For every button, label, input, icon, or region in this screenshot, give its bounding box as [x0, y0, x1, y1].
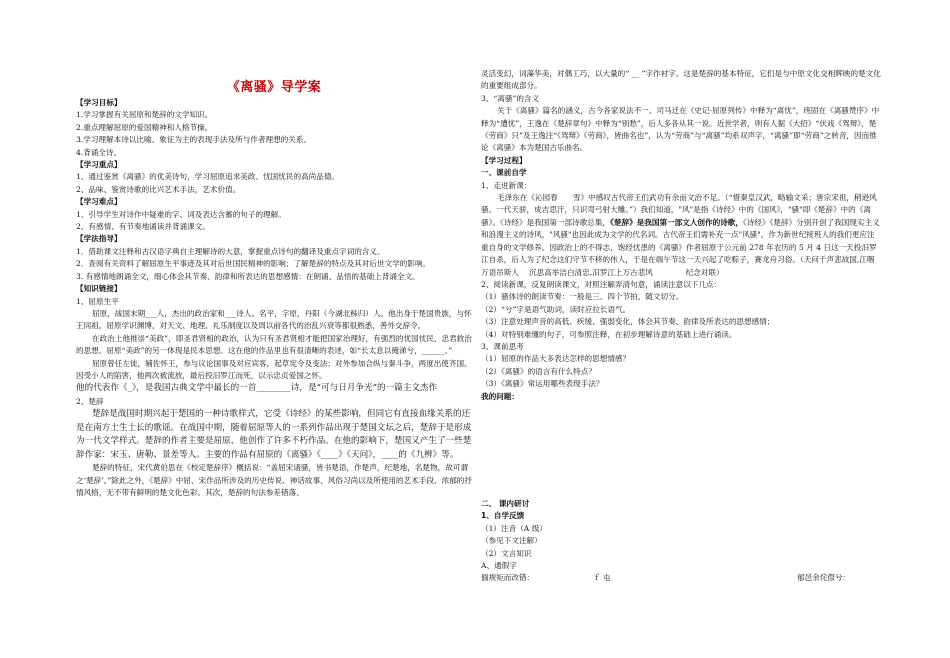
paragraph — [481, 192, 881, 279]
method-item: 2．查阅有关资料了解屈原生平事迹及其对后世国民精神的影响；了解楚辞的特点及其对后世文学的影响。 — [76, 259, 431, 269]
intro-text-cont: 《诗经》《楚辞》分别开创了我国现实主义和浪漫主义的诗风，"风骚"也因此成为文学的代名词。古代帝王们需补充一点"风骚"，作为新世纪接班人的我们更应注重自身的文学修养。因政治上的不得志，饱经忧患的《离骚》作者屈原于公元前 278 年农历的 5 月 4 日这一天投汨罗江自杀，后人为了纪念这们守节不移的伟人，于是在端午节这一天兴起了吃粽子，赛龙舟习俗。（天问千声悲故国,江咽万语吊斯人 沉思高举洁白清忠,汨罗江上万古悲风 纪念对联） — [481, 217, 880, 277]
method-item: 3. 有感情地朗诵全文，细心体会其节奏、韵律和所表达的思想感情：在朗诵、品悟的基础上背诵全文。 — [76, 271, 420, 281]
my-questions-label: 我的问题： — [481, 391, 519, 401]
goal-item: 2.重点理解屈原的爱国精神和人格节操。 — [76, 122, 213, 132]
footer-right: 郁邑余侘傺兮： — [797, 573, 851, 583]
process-heading: 【学习过程】 — [481, 155, 527, 165]
section-heading: 2、楚辞 — [76, 396, 104, 406]
difficulty-heading: 【学习难点】 — [76, 197, 122, 207]
question-item: （3）《离骚》常运用哪些表现手法？ — [481, 379, 604, 389]
key-heading: 【学习重点】 — [76, 160, 122, 170]
goal-item: 1.学习掌握有关屈原和楚辞的文学知识。 — [76, 110, 213, 120]
method-item: 1．借助课文注释和古汉语字典自主理解诗的大意，掌握重点诗句的翻译及重点字词的含义。 — [76, 246, 385, 256]
difficulty-item: 2、有感情、有节奏地诵读并背诵课文。 — [76, 222, 210, 232]
reading-tip: （1）骚体诗的朗读节奏：一般是三、四个节拍，随文切分。 — [481, 292, 684, 302]
reading-tip: （3）注意处理声音的高低、疾缓、强弱变化，体会其节奏、韵律及所表达的思想感情； — [481, 317, 775, 327]
paragraph: 在政治上他推崇“美政”，即圣君贤相的政治，认为只有圣君贤相才能把国家治理好，有强烈的忧国忧民、忠君救治的思想。屈原“美政”的另一体现是民本思想。这在他的作品里也有很清晰的表述，如“长太息以掩涕兮，______。” — [76, 333, 472, 356]
question-item: （1）屈原的作品大多表达怎样的思想情感？ — [481, 354, 631, 364]
feedback-item: （2）文言知识 — [481, 548, 532, 558]
paragraph: 楚辞是战国时期兴起于楚国的一种诗歌样式，它受《诗经》的某些影响，但同它有直接血缘关系的还是在南方土生土长的歌谣。在战国中期，随着屈原等人的一系列作品出现于楚国文坛之后，楚辞于是形成为一代文学样式。楚辞的作者主要是屈原，他创作了许多不朽作品。在他的影响下，楚国又产生了一些楚辞作家：宋玉、唐勒、景差等人。主要的作品有屈原的《离骚》《____》《天问》，____的《九辨》等。 — [76, 409, 472, 460]
goal-item: 4.背诵全诗。 — [76, 147, 122, 157]
doc-title: 《离骚》导学案 — [226, 80, 322, 95]
reading-tip: （2）“兮”字是语气助词，读时应拉长语气。 — [481, 304, 631, 314]
paragraph: 屈原，战国末期___人，杰出的政治家和___诗人。名平，字原，丹阳（今湖北秭归）人。他出身于楚国贵族，与怀王同祖。屈原学识渊博，对天文、地理、礼乐制度以及周以前各代的治乱兴衰等都很熟悉，善外交辞令。 — [76, 308, 472, 331]
link-heading: 【知识链接】 — [76, 284, 122, 294]
key-item: 1、通过鉴赏《离骚》的优美诗句，学习屈原追求美政、忧国忧民的高尚品德。 — [76, 172, 340, 182]
intro-bold-text: 《楚辞》是我国第一部文人创作的诗歌， — [610, 217, 743, 227]
footer-left: 偭规矩而改错： — [481, 573, 535, 583]
intro-text: 毛泽东在《沁园春 雪》中感叹古代帝王们武功有余而文治不足。（“惜秦皇汉武，略输文采；唐宗宋祖，稍逊风骚。一代天骄，成吉思汗，只识弯弓射大雕。”）我们知道，"风"是指《诗经》中的《国风》，"骚"即《楚辞》中的《离骚》。《诗经》是我国第一部诗歌总集， — [481, 193, 877, 227]
paragraph: 他的代表作《_》，是我国古典文学中最长的一首________诗，是“可与日月争光”的一篇主文杰作 — [76, 383, 438, 394]
footer-row — [481, 572, 881, 585]
difficulty-item: 1、引导学生对诗作中疑难的字、词及表达含蓄的句子的理解。 — [76, 209, 286, 219]
goal-item: 3.学习理解本诗以比喻、象征为主的表现手法及所与作者理想的关系。 — [76, 135, 312, 145]
pre-study-heading: 一、课前自学 — [481, 168, 527, 178]
step-label: 2、阅读新课，反复朗读课文，对照注解弄清句意，诵读注意以下几点： — [481, 279, 722, 289]
step-label: 3、课前思考 — [481, 341, 524, 351]
feedback-item: （参见下文注解） — [481, 536, 542, 546]
step-label: 1、走进新课： — [481, 180, 532, 190]
paragraph: 楚辞的特征，宋代黄伯思在《校定楚辞序》概括说：“盖屈宋诸骚，皆书楚语，作楚声，纪楚地，名楚物，故可谓之‘楚辞’。”除此之外，《楚辞》中屈、宋作品所涉及的历史传说、神话故事、风俗习尚以及所使用的艺术手段、浓郁的抒情风格，无不带有鲜明的楚文化色彩。其次，楚辞的句法参差错落、 — [76, 463, 472, 498]
reading-tip: （4）对特别难懂的句子，可参照注释，在初步理解诗意的基础上进行诵读。 — [481, 329, 737, 339]
section-heading: 1、屈原生平 — [76, 296, 119, 306]
paragraph: 关于《离骚》篇名的涵义，古今各家说法不一。司马迁在《史记·屈原列传》中释为“离忧”，班固在《离骚赞序》中释为“遭忧”，王逸在《楚辞章句》中释为“别愁”，后人多各从其一说。近世学者，则有人据《大招》“伏戏《驾辩》，楚《劳商》只”及王逸注“《驾辩》《劳商》，皆曲名也”，认为“劳商”与“离骚”均系双声字，“离骚”即“劳商”之转音，因而推论《离骚》本为楚国古乐曲名。 — [481, 106, 880, 153]
in-class-heading: 二、 课内研讨 — [481, 499, 530, 508]
goals-heading: 【学习目标】 — [76, 98, 122, 107]
question-item: （2）《离骚》的语言有什么特点？ — [481, 366, 596, 376]
key-item: 2、品味、鉴赏诗歌的比兴艺术手法，艺术价值。 — [76, 184, 241, 194]
section-heading: 3、“离骚”的含义 — [481, 93, 540, 103]
paragraph: 屈原曾任左徒，辅佐怀王，参与议论国事及对应宾客，起草宪令及变法；对外参加合纵与秦斗争，两度出使齐国。因受小人的陷害，他两次被流放，最后投汨罗江而死，以示忠贞爱国之怀。 — [76, 358, 472, 380]
feedback-item: （1）注音（A 级） — [481, 523, 547, 533]
paragraph: 灵活变幻，词藻华美，对偶工巧，以大量的“ __ ”字作衬字。这是楚辞的基本特征，它们是与中原文化交相辉映的楚文化的重要组成部分。 — [481, 69, 881, 91]
footer-mid: ｆ 屯 — [593, 573, 611, 583]
method-heading: 【学法指导】 — [76, 234, 122, 244]
feedback-heading: 1、自学反馈 — [481, 511, 525, 521]
feedback-item: A、通假字 — [481, 561, 517, 571]
